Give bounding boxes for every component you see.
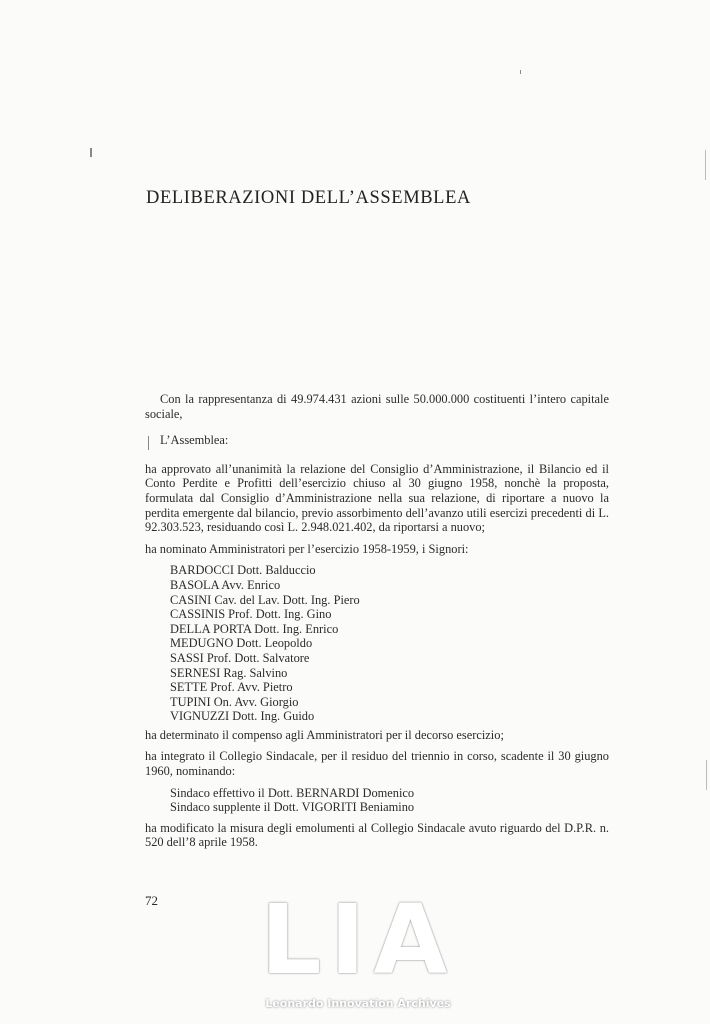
director-item: DELLA PORTA Dott. Ing. Enrico [170, 621, 339, 636]
page-number: 72 [145, 893, 158, 908]
scan-speck [705, 150, 706, 180]
compenso-paragraph: ha determinato il compenso agli Amministratori per il decorso esercizio; [145, 727, 504, 742]
bilancio-paragraph: ha approvato all’unanimità la relazione del Consiglio d’Amministrazione, il Bilancio ed il Conto Perdite e Profitti dell’esercizio chiuso al 30 giugno 1958, nonchè la proposta, formulata dal Consiglio d’Amministrazione nella sua relazione, di riportare a nuovo la perdita emergente dal bilancio, previo assorbimento dell’avanzo utili esercizi precedenti di L. 92.303.523, residuando così L. 2.948.021.402, da riportarsi a nuovo; [145, 461, 609, 535]
page-title: DELIBERAZIONI DELL’ASSEMBLEA [146, 188, 471, 208]
sindaco-item: Sindaco supplente il Dott. VIGORITI Beniamino [170, 800, 415, 815]
watermark-caption: Leonardo Innovation Archives [265, 997, 451, 1010]
assembly-heading: L’Assemblea: [160, 433, 229, 448]
director-item: TUPINI On. Avv. Giorgio [170, 694, 299, 709]
director-item: VIGNUZZI Dott. Ing. Guido [170, 709, 315, 724]
director-item: MEDUGNO Dott. Leopoldo [170, 636, 313, 651]
sindaco-item: Sindaco effettivo il Dott. BERNARDI Domenico [170, 785, 415, 800]
emolumenti-paragraph: ha modificato la misura degli emolumenti al Collegio Sindacale avuto riguardo del D.P.R. n. 520 dell’8 aprile 1958. [145, 820, 609, 850]
director-item: CASINI Cav. del Lav. Dott. Ing. Piero [170, 592, 360, 607]
director-item: SERNESI Rag. Salvino [170, 665, 288, 680]
director-item: SASSI Prof. Dott. Salvatore [170, 650, 310, 665]
directors-list [170, 563, 609, 724]
document-body [145, 392, 609, 857]
sindaci-list [170, 786, 609, 815]
scan-speck [520, 70, 521, 74]
scan-speck [148, 436, 149, 450]
nomina-paragraph: ha nominato Amministratori per l’esercizio 1958-1959, i Signori: [145, 541, 469, 556]
director-item: BASOLA Avv. Enrico [170, 577, 281, 592]
director-item: SETTE Prof. Avv. Pietro [170, 680, 293, 695]
watermark-letters: LIA [260, 884, 456, 996]
intro-paragraph: Con la rappresentanza di 49.974.431 azioni sulle 50.000.000 costituenti l’intero capitale sociale, [145, 392, 609, 421]
archive-watermark-logo [258, 884, 458, 1012]
scan-speck [706, 760, 707, 790]
director-item: CASSINIS Prof. Dott. Ing. Gino [170, 607, 332, 622]
director-item: BARDOCCI Dott. Balduccio [170, 563, 316, 578]
collegio-paragraph: ha integrato il Collegio Sindacale, per il residuo del triennio in corso, scadente il 30 giugno 1960, nominando: [145, 749, 609, 779]
scan-speck [90, 148, 92, 157]
